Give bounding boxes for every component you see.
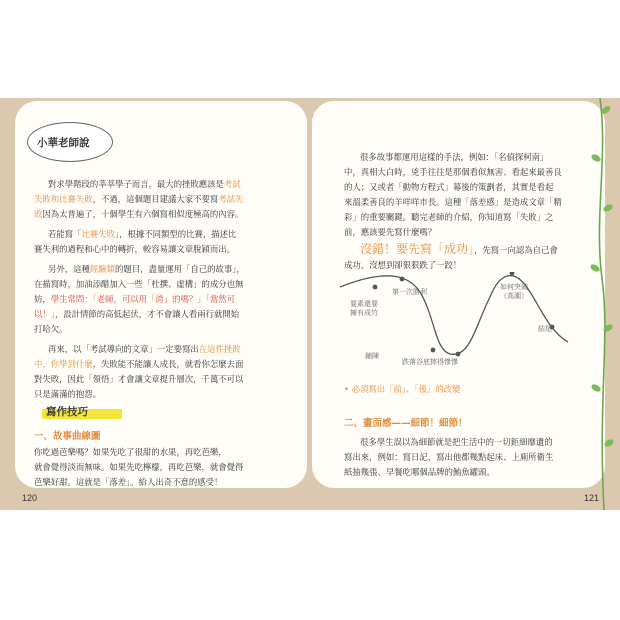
text-line: 前，應該要先寫什麼嗎？ bbox=[344, 227, 437, 237]
text-line: 很多故事都運用這樣的手法，例如：「名偵探柯南」 bbox=[360, 152, 549, 162]
text-line: 來溫柔善良的羊咩咩市長。這種「落差感」是造成文章「精 bbox=[344, 197, 562, 207]
text-line: 的人；又或者「動物方程式」幕後的策劃者，其實是看起 bbox=[344, 182, 554, 192]
section-title: 寫作技巧 bbox=[46, 406, 88, 418]
text-line: 你吃過芭樂嗎？如果先吃了很甜的水果，再吃芭樂， bbox=[34, 447, 227, 457]
curve-point bbox=[373, 285, 378, 290]
text-line: 若能寫「比賽失敗」，根據不同類型的比賽，描述比 bbox=[48, 229, 237, 239]
subsection-title: 一、故事曲線圖 bbox=[34, 431, 101, 442]
headline-line bbox=[360, 242, 558, 258]
text-line: 很多學生誤以為細節就是把生活中的一切鉅細靡遺的 bbox=[360, 437, 553, 447]
text-line: 再來，以「考試導向的文章」一定要寫出在這件挫敗 bbox=[48, 344, 241, 354]
page-number-left: 120 bbox=[22, 493, 38, 503]
label-self-sure-2: 擁有成竹 bbox=[350, 309, 378, 317]
text-line: 妨，學生常問：「老師，可以用「誇」的嗎？」「當然可 bbox=[34, 294, 235, 304]
text-line: 寫出來，例如：寫日記，寫出他都幾點起床、上廁所衛生 bbox=[344, 452, 554, 462]
text-line: 對求學階段的莘莘學子而言，最大的挫敗應該是考試 bbox=[48, 179, 241, 189]
headline-line-2: 成功，沒想到卻狠狠跌了一跤！ bbox=[344, 260, 462, 270]
page-number-right: 121 bbox=[584, 493, 600, 503]
text-line: 對失敗，因此「領悟」才會讓文章提升層次，千萬不可以 bbox=[34, 374, 244, 384]
curve-point bbox=[431, 348, 436, 353]
text-line: 打哈欠。 bbox=[34, 324, 68, 334]
label-fall: 跌落谷底摔得慘慘 bbox=[402, 358, 458, 366]
curve-point bbox=[400, 277, 405, 282]
section2-title: 二、畫面感——細節！細節！ bbox=[344, 418, 468, 429]
label-foreshadow: 鋪陳 bbox=[365, 352, 379, 360]
text-line: 就會覺得淡而無味。如果先吃檸檬，再吃芭樂，就會覺得 bbox=[34, 462, 244, 472]
text-line: 中，真相大白時，兇手往往是那個看似無害、看起來最善良 bbox=[344, 167, 562, 177]
text-line: 敗因為太普遍了，十個學生有六個寫相似度極高的內容。 bbox=[34, 209, 244, 219]
label-ending: 結尾 bbox=[538, 325, 552, 333]
text-line: 芭樂好甜。這就是「落差」。給人出奇不意的感受！ bbox=[34, 477, 223, 487]
headline-orange: 沒錯！要先寫「成功」 bbox=[360, 242, 475, 256]
teacher-box-title: 小華老師說 bbox=[37, 137, 90, 149]
text-line: 只是滿滿的抱怨。 bbox=[34, 389, 101, 399]
label-breakthrough-1: 如何突破 bbox=[500, 283, 528, 291]
text-line: 失敗和比賽失敗，不過，這個題目建議大家不要寫考試失 bbox=[34, 194, 244, 204]
text-line: 在描寫時，加油添醋加入一些「杜撰、虛構」的成分也無 bbox=[34, 279, 244, 289]
curve-point bbox=[456, 352, 461, 357]
label-self-sure-1: 要素還要 bbox=[350, 300, 378, 308]
text-line: 紙抽幾張、早餐吃哪個品牌的鮪魚罐頭。 bbox=[344, 467, 495, 477]
text-line: 以！」，設計情節的高低起伏，才不會讓人看兩行就開始 bbox=[34, 309, 240, 319]
text-line: 賽失利的過程和心中的轉折，較容易讓文章脫穎而出。 bbox=[34, 244, 235, 254]
text-line: 中，你學到什麼，失敗能不能讓人成長，就看你怎麼去面 bbox=[34, 359, 244, 369]
headline-rest: ，先寫一向認為自己會 bbox=[474, 245, 558, 255]
vine-decoration-icon bbox=[586, 98, 620, 510]
text-line: 另外，這種經驗類的題目，盡量運用「自己的故事」， bbox=[48, 264, 245, 274]
label-breakthrough-2: （高潮） bbox=[500, 292, 528, 300]
curve-point bbox=[510, 272, 515, 275]
change-note: • 必須寫出「前」、「後」的改變 bbox=[344, 384, 461, 394]
text-line: 彩」的重要關鍵。聽完老師的介紹，你知道寫「失敗」之 bbox=[344, 212, 554, 222]
label-first-win: 第一次勝利 bbox=[392, 288, 427, 296]
